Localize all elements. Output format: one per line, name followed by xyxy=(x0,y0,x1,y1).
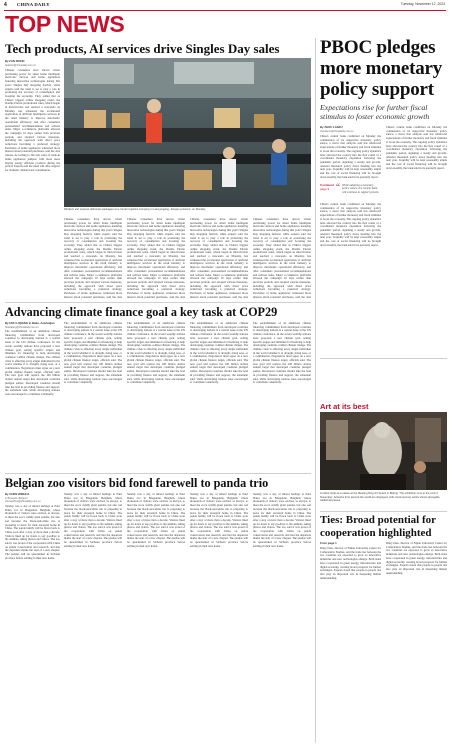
column-divider xyxy=(315,38,316,743)
art-statue-photo xyxy=(320,412,447,490)
pboc-byline: By ZHOU LANXU xyxy=(320,125,343,129)
pboc-headline: PBOC pledges more monetary policy support xyxy=(320,37,443,100)
tech-photo-caption: Workers sort express deliveries packages at a courier logistics company in Lianyungang, Jiangsu province, on Monday. xyxy=(64,208,206,211)
cop29-headline: Advancing climate finance goal a key task at COP29 xyxy=(5,305,278,319)
courier-warehouse-photo xyxy=(64,58,311,207)
ties-body-col2: Ding Chen, director of Fujian University Center for Comparative Studies, said the trade ties between the two countries are expected to grow as innovative industries and new technologies emerge. Both sides have cooperated in green energy, infrastructure and digital economy, creating broad prospects for further exchanges. Experts noted that people-to-people ties also play an important role in deepening mutual understanding. xyxy=(386,542,447,575)
masthead xyxy=(0,0,450,9)
panda-byline: By CHEN WEIHUA xyxy=(5,492,30,496)
panda-body-col1: Sunday was a day of mixed feelings at Pairi Daiza zoo in Brugelette, Belgium, where thousands of visitors were excited, as always, to meet the zoo's cuddly giant pandas, but also sad because the black-and-white trio is preparing to leave for their ancestral home in China. The panda family will be flown back to China soon after a stay of more than a decade. Visitors lined up for hours to say goodbye to the animals, taking photos and videos. The zoo said it was proud of the cooperation with China on panda conservation and research, and that the departure marks the start of a new chapter. The pandas will be quarantined in Sichuan province before settling in their new home. xyxy=(5,505,60,560)
pboc-body-col1: China's central bank confirmed on Monday the continuation of its supportive monetary policy stance, a move that analysts said has reinforced expectations of further monetary and fiscal stimulus to boost the economy. The ongoing policy dynamics have attracted the country into the first round of a coordinated monetary expansion following the pandemic period, signaling a steady and growth-oriented measured policy move heading into the next year. Liquidity will be kept reasonably ample and the cost of social financing will be brought down steadily, the bank said in its quarterly report. xyxy=(320,135,381,179)
art-bottom-rule xyxy=(320,511,447,512)
tech-bottom-rule xyxy=(5,302,311,303)
tech-body-col4: Chinese consumers have shown robust purchasing power for smart home intelligent electronic devices and home appliances featuring innovative technologies during this year's Singles Day shopping festival, while experts said the trend is set to play a role in promoting the recovery of consumption and boosting the economy. They added that as China's biggest online shopping event, the Double Eleven promotional sales, which began in mid-October and reached a crescendo on Monday, has witnessed the accelerated application of artificial intelligence services in the retail industry to improve merchants' operational efficiency, and offer consumers personalized recommendations and tedious tasks. Major e-commerce platforms allowed the campaign 10 days earlier than previous periods, and adopted various measures, including the approach with direct price reductions becoming a preferred strategy. Purchases of home appliances witnessed more interest about potential purchases, said the data xyxy=(190,218,248,299)
cop29-email: houliqiang@chinadaily.com.cn xyxy=(5,325,39,329)
panda-headline: Belgian zoo visitors bid fond farewell to panda trio xyxy=(5,476,269,490)
warehouse-image xyxy=(64,58,311,207)
panda-body-col2: Sunday was a day of mixed feelings at Pairi Daiza zoo in Brugelette, Belgium, where thousands of visitors were excited, as always, to meet the zoo's cuddly giant pandas, but also sad because the black-and-white trio is preparing to leave for their ancestral home in China. The panda family will be flown back to China soon after a stay of more than a decade. Visitors lined up for hours to say goodbye to the animals, taking photos and videos. The zoo said it was proud of the cooperation with China on panda conservation and research, and that the departure marks the start of a new chapter. The pandas will be quarantined in Sichuan province before settling in their new home. xyxy=(64,493,122,548)
panda-body-col4: Sunday was a day of mixed feelings at Pairi Daiza zoo in Brugelette, Belgium, where thousands of visitors were excited, as always, to meet the zoo's cuddly giant pandas, but also sad because the black-and-white trio is preparing to leave for their ancestral home in China. The panda family will be flown back to China soon after a stay of more than a decade. Visitors lined up for hours to say goodbye to the animals, taking photos and videos. The zoo said it was proud of the cooperation with China on panda conservation and research, and that the departure marks the start of a new chapter. The pandas will be quarantined in Sichuan province before settling in their new home. xyxy=(190,493,248,548)
pboc-bottom-rule xyxy=(320,358,447,359)
pboc-deck: Expectations rise for further fiscal stimulus to foster economic growth xyxy=(320,103,430,122)
cop29-body-col3: The establishment of an ambitious climate financing commitment from developed countries to developing nations is a central issue at the UN climate conference. In the recent wealthy nations have proposed a new climate goal, setting specific targets and timelines for financing to help developing countries combat climate change. The climate crisis is affecting every single individual in the world whether it is drought, rising seas, or a combination. Negotiators must agree on a new global climate finance target, officials said. The new goal will replace the 100 billion dollars annual target that developed countries pledged earlier. Developed countries should take the lead in providing finance and support, the statement said, while developing nations were encouraged to contribute voluntarily. xyxy=(127,322,185,385)
tech-body-col3: Chinese consumers have shown robust purchasing power for smart home intelligent electronic devices and home appliances featuring innovative technologies during this year's Singles Day shopping festival, while experts said the trend is set to play a role in promoting the recovery of consumption and boosting the economy. They added that as China's biggest online shopping event, the Double Eleven promotional sales, which began in mid-October and reached a crescendo on Monday, has witnessed the accelerated application of artificial intelligence services in the retail industry to improve merchants' operational efficiency, and offer consumers personalized recommendations and tedious tasks. Major e-commerce platforms allowed the campaign 10 days earlier than previous periods, and adopted various measures, including the approach with direct price reductions becoming a preferred strategy. Purchases of home appliances witnessed more interest about potential purchases, said the data xyxy=(127,218,185,299)
cop29-body-col5: The establishment of an ambitious climate financing commitment from developed countries to developing nations is a central issue at the UN climate conference. In the recent wealthy nations have proposed a new climate goal, setting specific targets and timelines for financing to help developing countries combat climate change. The climate crisis is affecting every single individual in the world whether it is drought, rising seas, or a combination. Negotiators must agree on a new global climate finance target, officials said. The new goal will replace the 100 billion dollars annual target that developed countries pledged earlier. Developed countries should take the lead in providing finance and support, the statement said, while developing nations were encouraged to contribute voluntarily. xyxy=(253,322,311,385)
statue-image xyxy=(320,412,447,490)
pboc-body-col1b: China's central bank confirmed on Monday the continuation of its supportive monetary policy stance, a move that analysts said has reinforced expectations of further monetary and fiscal stimulus to boost the economy. The ongoing policy dynamics have attracted the country into the first round of a coordinated monetary expansion following the pandemic period, signaling a steady and growth-oriented measured policy move heading into the next year. Liquidity will be kept reasonably ample and the cost of social financing will be brought down steadily, the bank said in its quarterly report. xyxy=(320,203,381,247)
newspaper-logo: CHINA DAILY xyxy=(17,1,50,7)
tech-byline: By FAN FEIFEI xyxy=(5,59,25,63)
art-box-title: Art at its best xyxy=(320,402,369,411)
tech-email: fanfeifei@chinadaily.com.cn xyxy=(5,63,36,67)
tech-body-col1: Chinese consumers have shown robust purchasing power for smart home intelligent electronic devices and home appliances featuring innovative technologies during this year's Singles Day shopping festival, while experts said the trend is set to play a role in promoting the recovery of consumption and boosting the economy. They added that as China's biggest online shopping event, the Double Eleven promotional sales, which began in mid-October and reached a crescendo on Monday, has witnessed the accelerated application of artificial intelligence services in the retail industry to improve merchants' operational efficiency, and offer consumers personalized recommendations and tedious tasks. Major e-commerce platforms allowed the campaign 10 days earlier than previous periods, and adopted various measures, including the approach with direct price reductions becoming a preferred strategy. Purchases of home appliances witnessed more interest about potential purchases, said the data release. According to JD.com, sales of trade-in home appliances jumped, with more users buying energy efficient products during the period. Experts said the trend will offer support for domestic demand and consumption. xyxy=(5,69,60,172)
cop29-bottom-rule xyxy=(5,473,311,474)
pboc-pull-quote: While adopting a monetary policy stance, the central bank will continue to support growth. xyxy=(342,183,380,194)
page-number: 4 xyxy=(4,1,7,8)
tech-headline: Tech products, AI services drive Singles Day sales xyxy=(5,41,280,56)
ties-body-col1: Ding Chen, director of Fujian University Center for Comparative Studies, said the trade ties between the two countries are expected to grow as innovative industries and new technologies emerge. Both sides have cooperated in green energy, infrastructure and digital economy, creating broad prospects for further exchanges. Experts noted that people-to-people ties also play an important role in deepening mutual understanding. xyxy=(320,547,381,580)
panda-body-col5: Sunday was a day of mixed feelings at Pairi Daiza zoo in Brugelette, Belgium, where thousands of visitors were excited, as always, to meet the zoo's cuddly giant pandas, but also sad because the black-and-white trio is preparing to leave for their ancestral home in China. The panda family will be flown back to China soon after a stay of more than a decade. Visitors lined up for hours to say goodbye to the animals, taking photos and videos. The zoo said it was proud of the cooperation with China on panda conservation and research, and that the departure marks the start of a new chapter. The pandas will be quarantined in Sichuan province before settling in their new home. xyxy=(253,493,311,548)
cop29-byline: By HOU LIQIANG in Baku, Azerbaijan xyxy=(5,321,55,325)
cop29-body-col1: The establishment of an ambitious climate financing commitment from developed countries to developing nations is a central issue at the UN climate conference. In the recent wealthy nations have proposed a new climate goal, setting specific targets and timelines for financing to help developing countries combat climate change. The climate crisis is affecting every single individual in the world whether it is drought, rising seas, or a combination. Negotiators must agree on a new global climate finance target, officials said. The new goal will replace the 100 billion dollars annual target that developed countries pledged earlier. Developed countries should take the lead in providing finance and support, the statement said, while developing nations were encouraged to contribute voluntarily. xyxy=(5,330,60,396)
pboc-quote-box xyxy=(320,183,381,201)
panda-location: in Brussels, Belgium xyxy=(5,496,28,500)
pboc-email: zhoulanxu@chinadaily.com.cn xyxy=(320,129,354,133)
cop29-body-col4: The establishment of an ambitious climate financing commitment from developed countries to developing nations is a central issue at the UN climate conference. In the recent wealthy nations have proposed a new climate goal, setting specific targets and timelines for financing to help developing countries combat climate change. The climate crisis is affecting every single individual in the world whether it is drought, rising seas, or a combination. Negotiators must agree on a new global climate finance target, officials said. The new goal will replace the 100 billion dollars annual target that developed countries pledged earlier. Developed countries should take the lead in providing finance and support, the statement said, while developing nations were encouraged to contribute voluntarily. xyxy=(190,322,248,385)
section-title: TOP NEWS xyxy=(5,11,125,37)
ties-from-page: From page 1 xyxy=(320,541,337,545)
pboc-body-col2: China's central bank confirmed on Monday the continuation of its supportive monetary policy stance, a move that analysts said has reinforced expectations of further monetary and fiscal stimulus to boost the economy. The ongoing policy dynamics have attracted the country into the first round of a coordinated monetary expansion following the pandemic period, signaling a steady and growth-oriented measured policy move heading into the next year. Liquidity will be kept reasonably ample and the cost of social financing will be brought down steadily, the bank said in its quarterly report. xyxy=(386,126,447,170)
panda-body-col3: Sunday was a day of mixed feelings at Pairi Daiza zoo in Brugelette, Belgium, where thousands of visitors were excited, as always, to meet the zoo's cuddly giant pandas, but also sad because the black-and-white trio is preparing to leave for their ancestral home in China. The panda family will be flown back to China soon after a stay of more than a decade. Visitors lined up for hours to say goodbye to the animals, taking photos and videos. The zoo said it was proud of the cooperation with China on panda conservation and research, and that the departure marks the start of a new chapter. The pandas will be quarantined in Sichuan province before settling in their new home. xyxy=(127,493,185,548)
date-line: Tuesday, November 12, 2024 xyxy=(400,2,445,7)
cop29-body-col2: The establishment of an ambitious climate financing commitment from developed countries to developing nations is a central issue at the UN climate conference. In the recent wealthy nations have proposed a new climate goal, setting specific targets and timelines for financing to help developing countries combat climate change. The climate crisis is affecting every single individual in the world whether it is drought, rising seas, or a combination. Negotiators must agree on a new global climate finance target, officials said. The new goal will replace the 100 billion dollars annual target that developed countries pledged earlier. Developed countries should take the lead in providing finance and support, the statement said, while developing nations were encouraged to contribute voluntarily. xyxy=(64,322,122,385)
tech-body-col5: Chinese consumers have shown robust purchasing power for smart home intelligent electronic devices and home appliances featuring innovative technologies during this year's Singles Day shopping festival, while experts said the trend is set to play a role in promoting the recovery of consumption and boosting the economy. They added that as China's biggest online shopping event, the Double Eleven promotional sales, which began in mid-October and reached a crescendo on Monday, has witnessed the accelerated application of artificial intelligence services in the retail industry to improve merchants' operational efficiency, and offer consumers personalized recommendations and tedious tasks. Major e-commerce platforms allowed the campaign 10 days earlier than previous periods, and adopted various measures, including the approach with direct price reductions becoming a preferred strategy. Purchases of home appliances witnessed more interest about potential purchases, said the data xyxy=(253,218,311,299)
comment-page-ref: page 9 xyxy=(320,187,330,191)
art-box-caption: A visitor looks at a statue at the Meeting Ning Art Space in Beijing. The exhibition runs to the end of November. Artworks from around the world are displayed, with contemporary works shown alongside traditional pieces. xyxy=(320,492,440,502)
comment-label: Comment xyxy=(320,183,334,187)
panda-email: chenweihua@chinadaily.com.cn xyxy=(5,499,41,503)
quote-icon: “ xyxy=(336,182,340,192)
ties-headline: Ties: Broad potential for cooperation highlighted xyxy=(320,514,436,539)
tech-body-col2: Chinese consumers have shown robust purchasing power for smart home intelligent electronic devices and home appliances featuring innovative technologies during this year's Singles Day shopping festival, while experts said the trend is set to play a role in promoting the recovery of consumption and boosting the economy. They added that as China's biggest online shopping event, the Double Eleven promotional sales, which began in mid-October and reached a crescendo on Monday, has witnessed the accelerated application of artificial intelligence services in the retail industry to improve merchants' operational efficiency, and offer consumers personalized recommendations and tedious tasks. Major e-commerce platforms allowed the campaign 10 days earlier than previous periods, and adopted various measures, including the approach with direct price reductions becoming a preferred strategy. Purchases of home appliances witnessed more interest about potential purchases, said the data xyxy=(64,218,122,299)
